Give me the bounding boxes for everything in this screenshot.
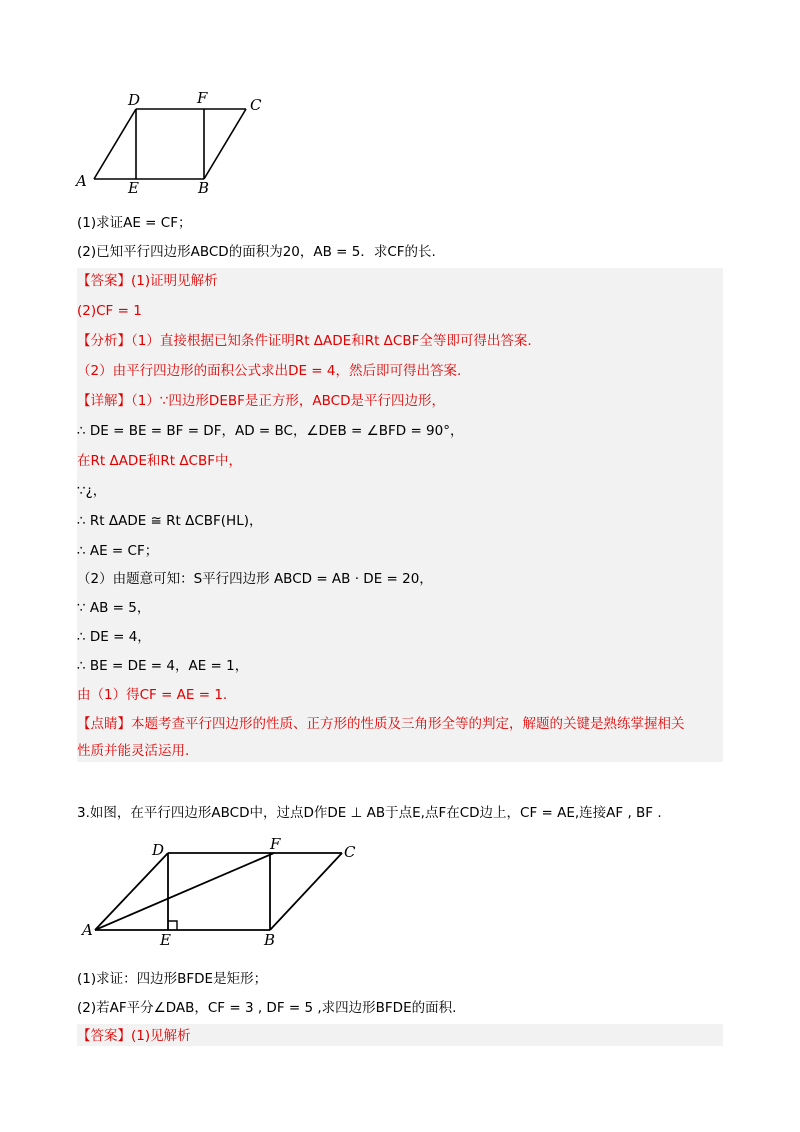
q3-stem: 3.如图，在平行四边形ABCD中，过点D作DE ⊥ AB于点E,点F在CD边上，CF = AE,连接AF , BF .	[77, 805, 662, 821]
detail-line-6: ∴ AE = CF；	[77, 543, 159, 559]
answer-line-1: 【答案】(1)证明见解析	[77, 273, 218, 289]
detail-line-2: ∴ DE = BE = BF = DF，AD = BC，∠DEB = ∠BFD = 90°，	[77, 423, 464, 439]
comment-line-2: 性质并能灵活运用.	[77, 743, 190, 759]
detail-line-1: 【详解】（1）∵四边形DEBF是正方形，ABCD是平行四边形，	[77, 393, 445, 409]
q3-part1: (1)求证：四边形BFDE是矩形；	[77, 971, 268, 987]
label-C: C	[344, 843, 356, 861]
detail-line-4: ∵¿，	[77, 483, 107, 499]
figure-2-parallelogram	[80, 835, 370, 950]
figure-1-parallelogram	[70, 85, 280, 200]
analysis-line-2: （2）由平行四边形的面积公式求出DE = 4，然后即可得出答案.	[77, 363, 462, 379]
answer-line-2: (2)CF = 1	[77, 303, 142, 319]
label-E: E	[128, 179, 139, 197]
detail-line-8: ∵ AB = 5，	[77, 600, 151, 616]
q3-part2: (2)若AF平分∠DAB，CF = 3 , DF = 5 ,求四边形BFDE的面积.	[77, 1000, 457, 1016]
q2-part1: (1)求证AE = CF；	[77, 215, 192, 231]
detail-line-9: ∴ DE = 4，	[77, 629, 151, 645]
detail-line-11: 由（1）得CF = AE = 1.	[77, 687, 228, 703]
detail-line-10: ∴ BE = DE = 4，AE = 1，	[77, 658, 249, 674]
q3-answer-line-1: 【答案】(1)见解析	[77, 1028, 191, 1044]
label-B: B	[264, 931, 276, 949]
detail-line-7: （2）由题意可知：S平行四边形 ABCD = AB · DE = 20，	[77, 571, 433, 587]
label-F: F	[197, 89, 208, 107]
label-A: A	[82, 921, 93, 939]
detail-line-5: ∴ Rt ΔADE ≅ Rt ΔCBF(HL)，	[77, 513, 263, 529]
label-B: B	[198, 179, 210, 197]
label-C: C	[250, 96, 262, 114]
comment-line-1: 【点睛】本题考查平行四边形的性质、正方形的性质及三角形全等的判定，解题的关键是熟练掌握相关	[77, 716, 685, 732]
label-E: E	[160, 931, 171, 949]
analysis-line-1: 【分析】（1）直接根据已知条件证明Rt ΔADE和Rt ΔCBF全等即可得出答案.	[77, 333, 532, 349]
label-A: A	[76, 172, 87, 190]
label-F: F	[270, 835, 281, 853]
label-D: D	[128, 91, 141, 109]
detail-line-3: 在Rt ΔADE和Rt ΔCBF中，	[77, 453, 243, 469]
label-D: D	[152, 841, 165, 859]
q2-part2: (2)已知平行四边形ABCD的面积为20，AB = 5．求CF的长.	[77, 244, 436, 260]
